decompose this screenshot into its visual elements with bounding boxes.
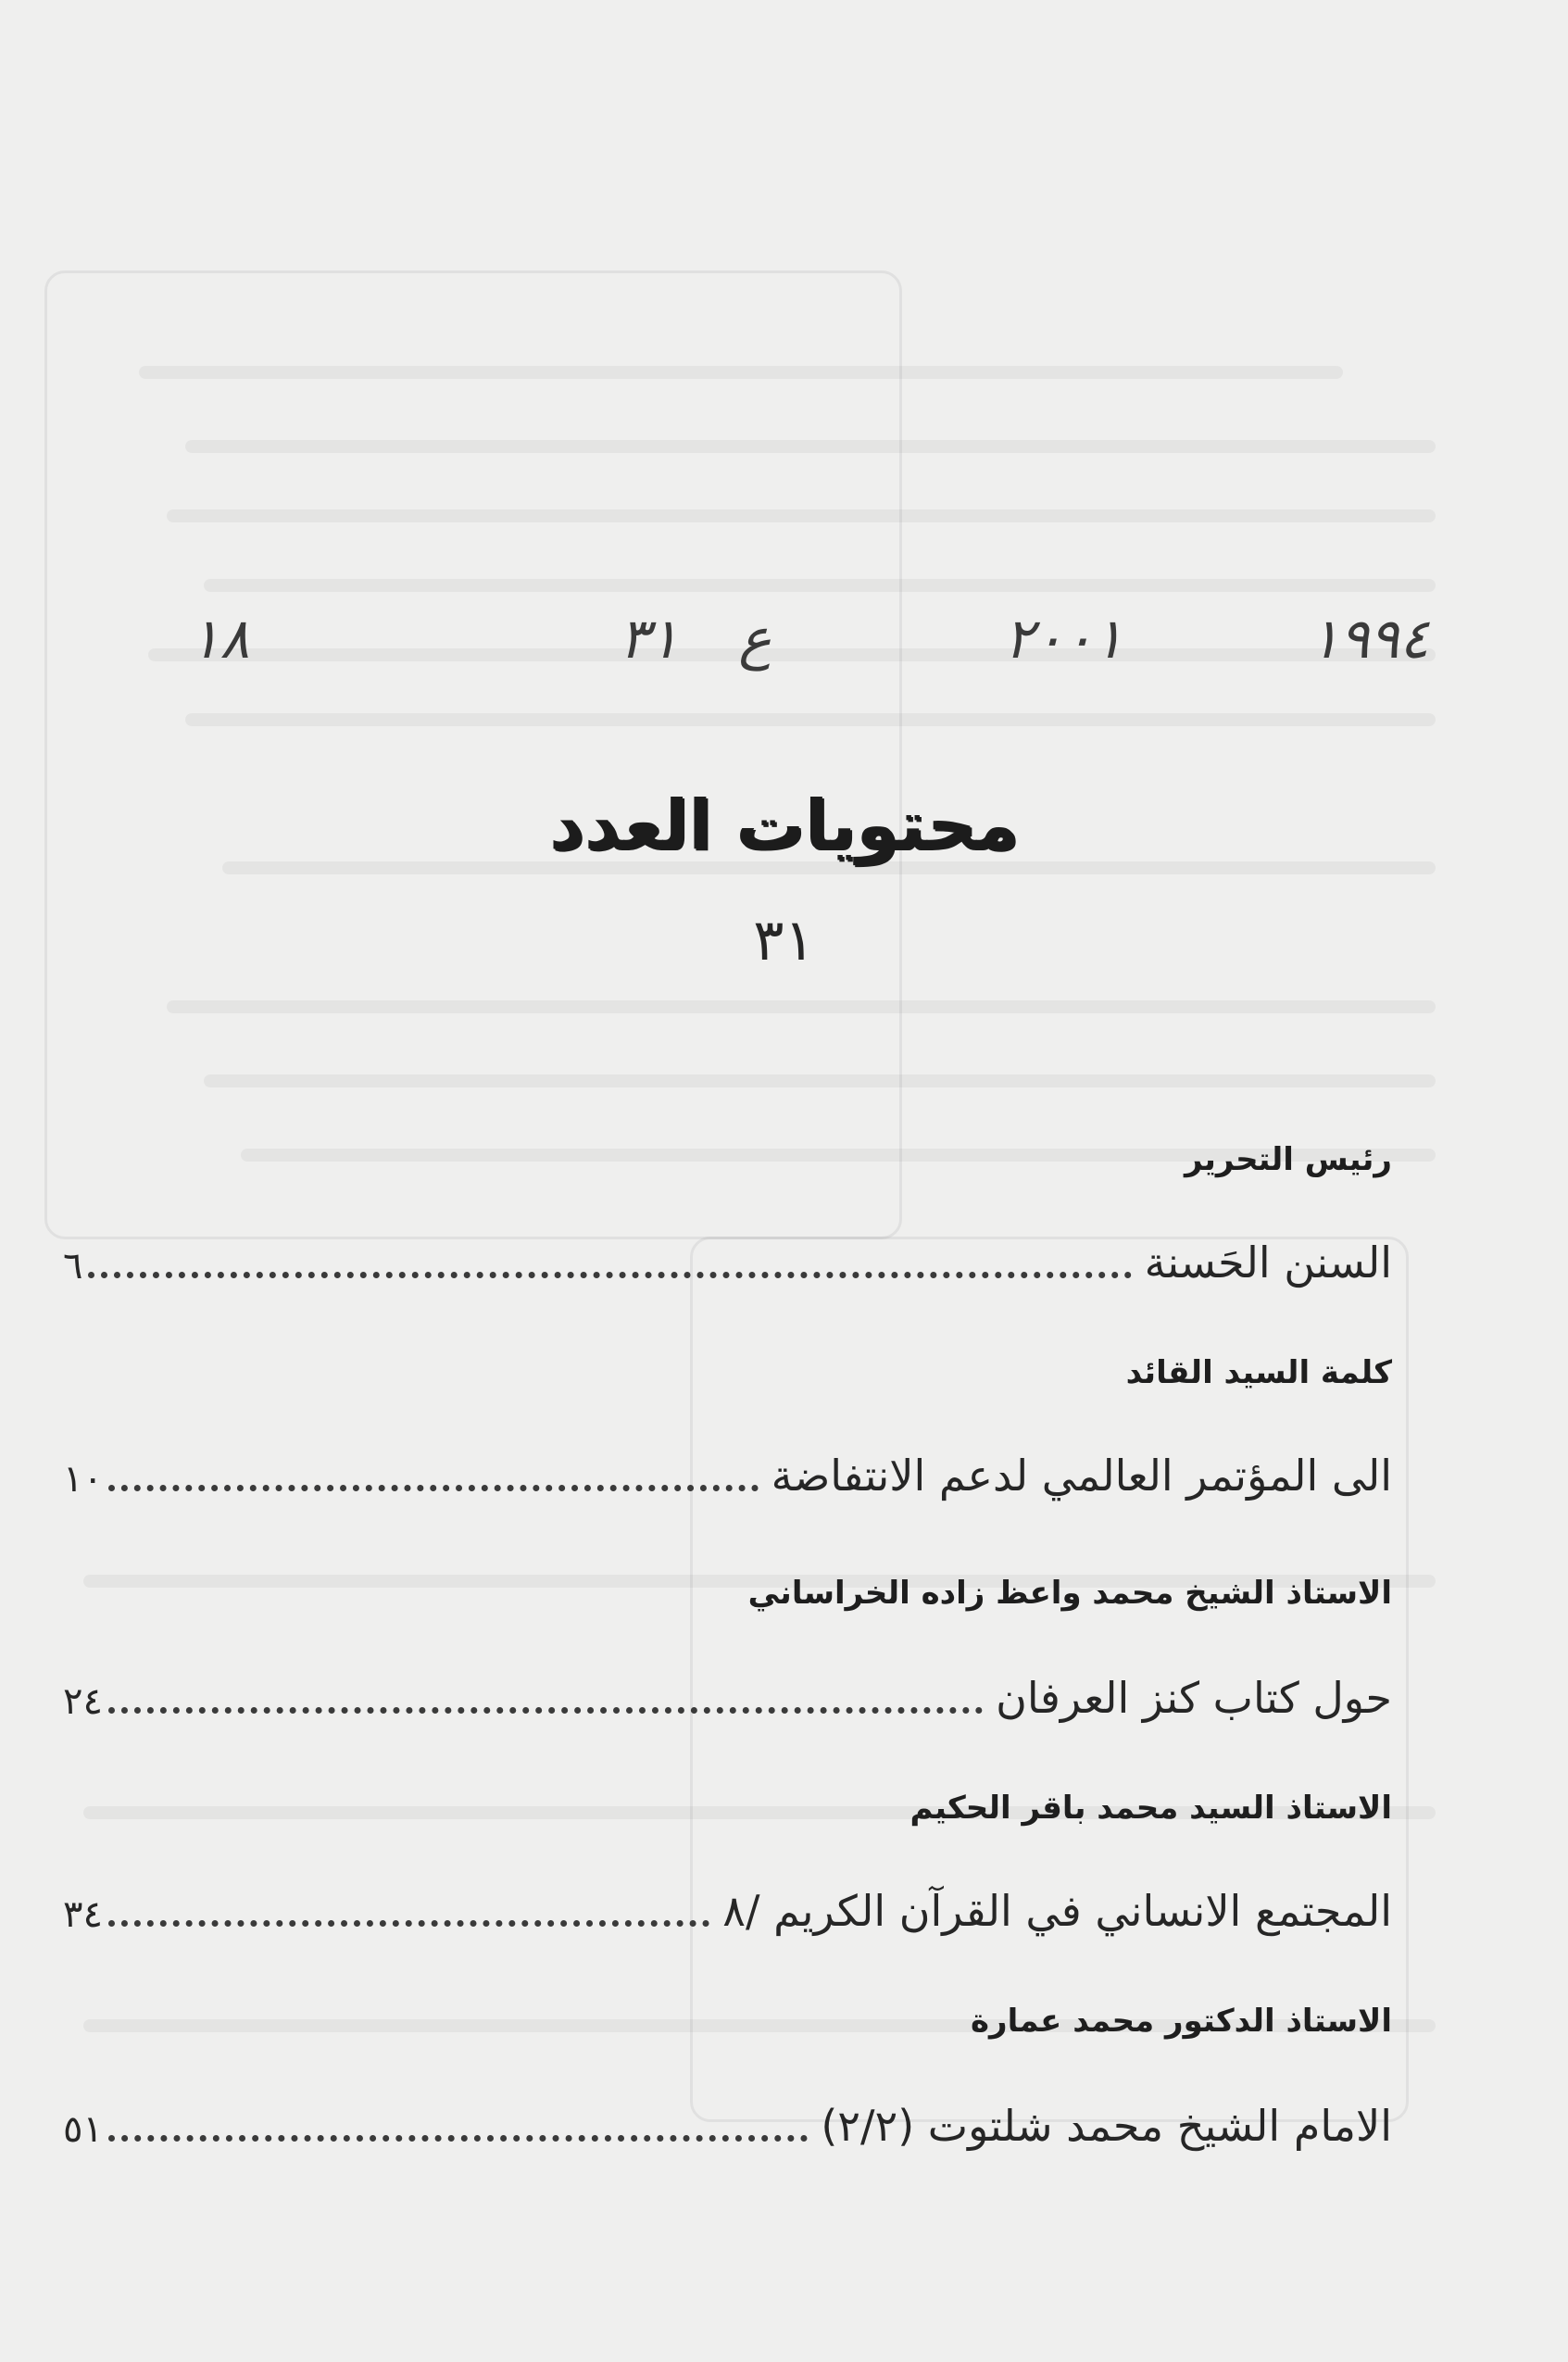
toc-title: السنن الحَسنة: [1144, 1238, 1392, 1288]
toc-author: الاستاذ الشيخ محمد واعظ زاده الخراساني: [747, 1575, 1392, 1612]
toc-title: المجتمع الانساني في القرآن الكريم /٨: [722, 1886, 1392, 1936]
toc-page-number: ٢٤: [63, 1680, 103, 1723]
handwritten-year: ١٩٩٤: [1310, 607, 1429, 672]
handwritten-count: ١٨: [190, 607, 250, 672]
toc-page-number: ١٠: [63, 1458, 103, 1501]
toc-page-number: ٣٤: [63, 1893, 103, 1936]
toc-author: رئيس التحرير: [1185, 1141, 1392, 1178]
toc-entry: [63, 2095, 1392, 2151]
dot-leader: [108, 2135, 808, 2142]
toc-entry: [63, 1232, 1392, 1288]
toc-entry: [63, 1880, 1392, 1936]
toc-entry: [63, 1445, 1392, 1501]
handwritten-year: ٢٠٠١: [1004, 607, 1123, 672]
issue-number: ٣١: [753, 906, 815, 974]
toc-author: الاستاذ السيد محمد باقر الحكيم: [909, 1790, 1392, 1827]
bleed-through-box: [44, 270, 902, 1239]
toc-title: الامام الشيخ محمد شلتوت (٢/٢): [821, 2101, 1392, 2151]
bleed-through-line: [167, 509, 1436, 522]
dot-leader: [88, 1272, 1131, 1278]
dot-leader: [108, 1920, 709, 1927]
toc-title: الى المؤتمر العالمي لدعم الانتفاضة: [771, 1451, 1392, 1501]
bleed-through-line: [139, 366, 1343, 379]
toc-page-number: ٦: [63, 1245, 83, 1288]
handwritten-issue-label: ع: [738, 607, 771, 672]
bleed-through-line: [204, 579, 1436, 592]
dot-leader: [108, 1485, 759, 1491]
page-title: محتويات العدد: [548, 785, 1020, 865]
toc-entry: [63, 1667, 1392, 1723]
toc-author: كلمة السيد القائد: [1125, 1354, 1392, 1391]
toc-page-number: ٥١: [63, 2108, 103, 2151]
bleed-through-line: [167, 1000, 1436, 1013]
toc-title: حول كتاب كنز العرفان: [996, 1673, 1392, 1723]
bleed-through-line: [185, 713, 1436, 726]
bleed-through-line: [185, 440, 1436, 453]
toc-author: الاستاذ الدكتور محمد عمارة: [970, 2003, 1392, 2040]
bleed-through-line: [148, 648, 1436, 661]
handwritten-issue-number: ٣١: [619, 607, 679, 672]
bleed-through-line: [204, 1074, 1436, 1087]
dot-leader: [108, 1707, 983, 1714]
